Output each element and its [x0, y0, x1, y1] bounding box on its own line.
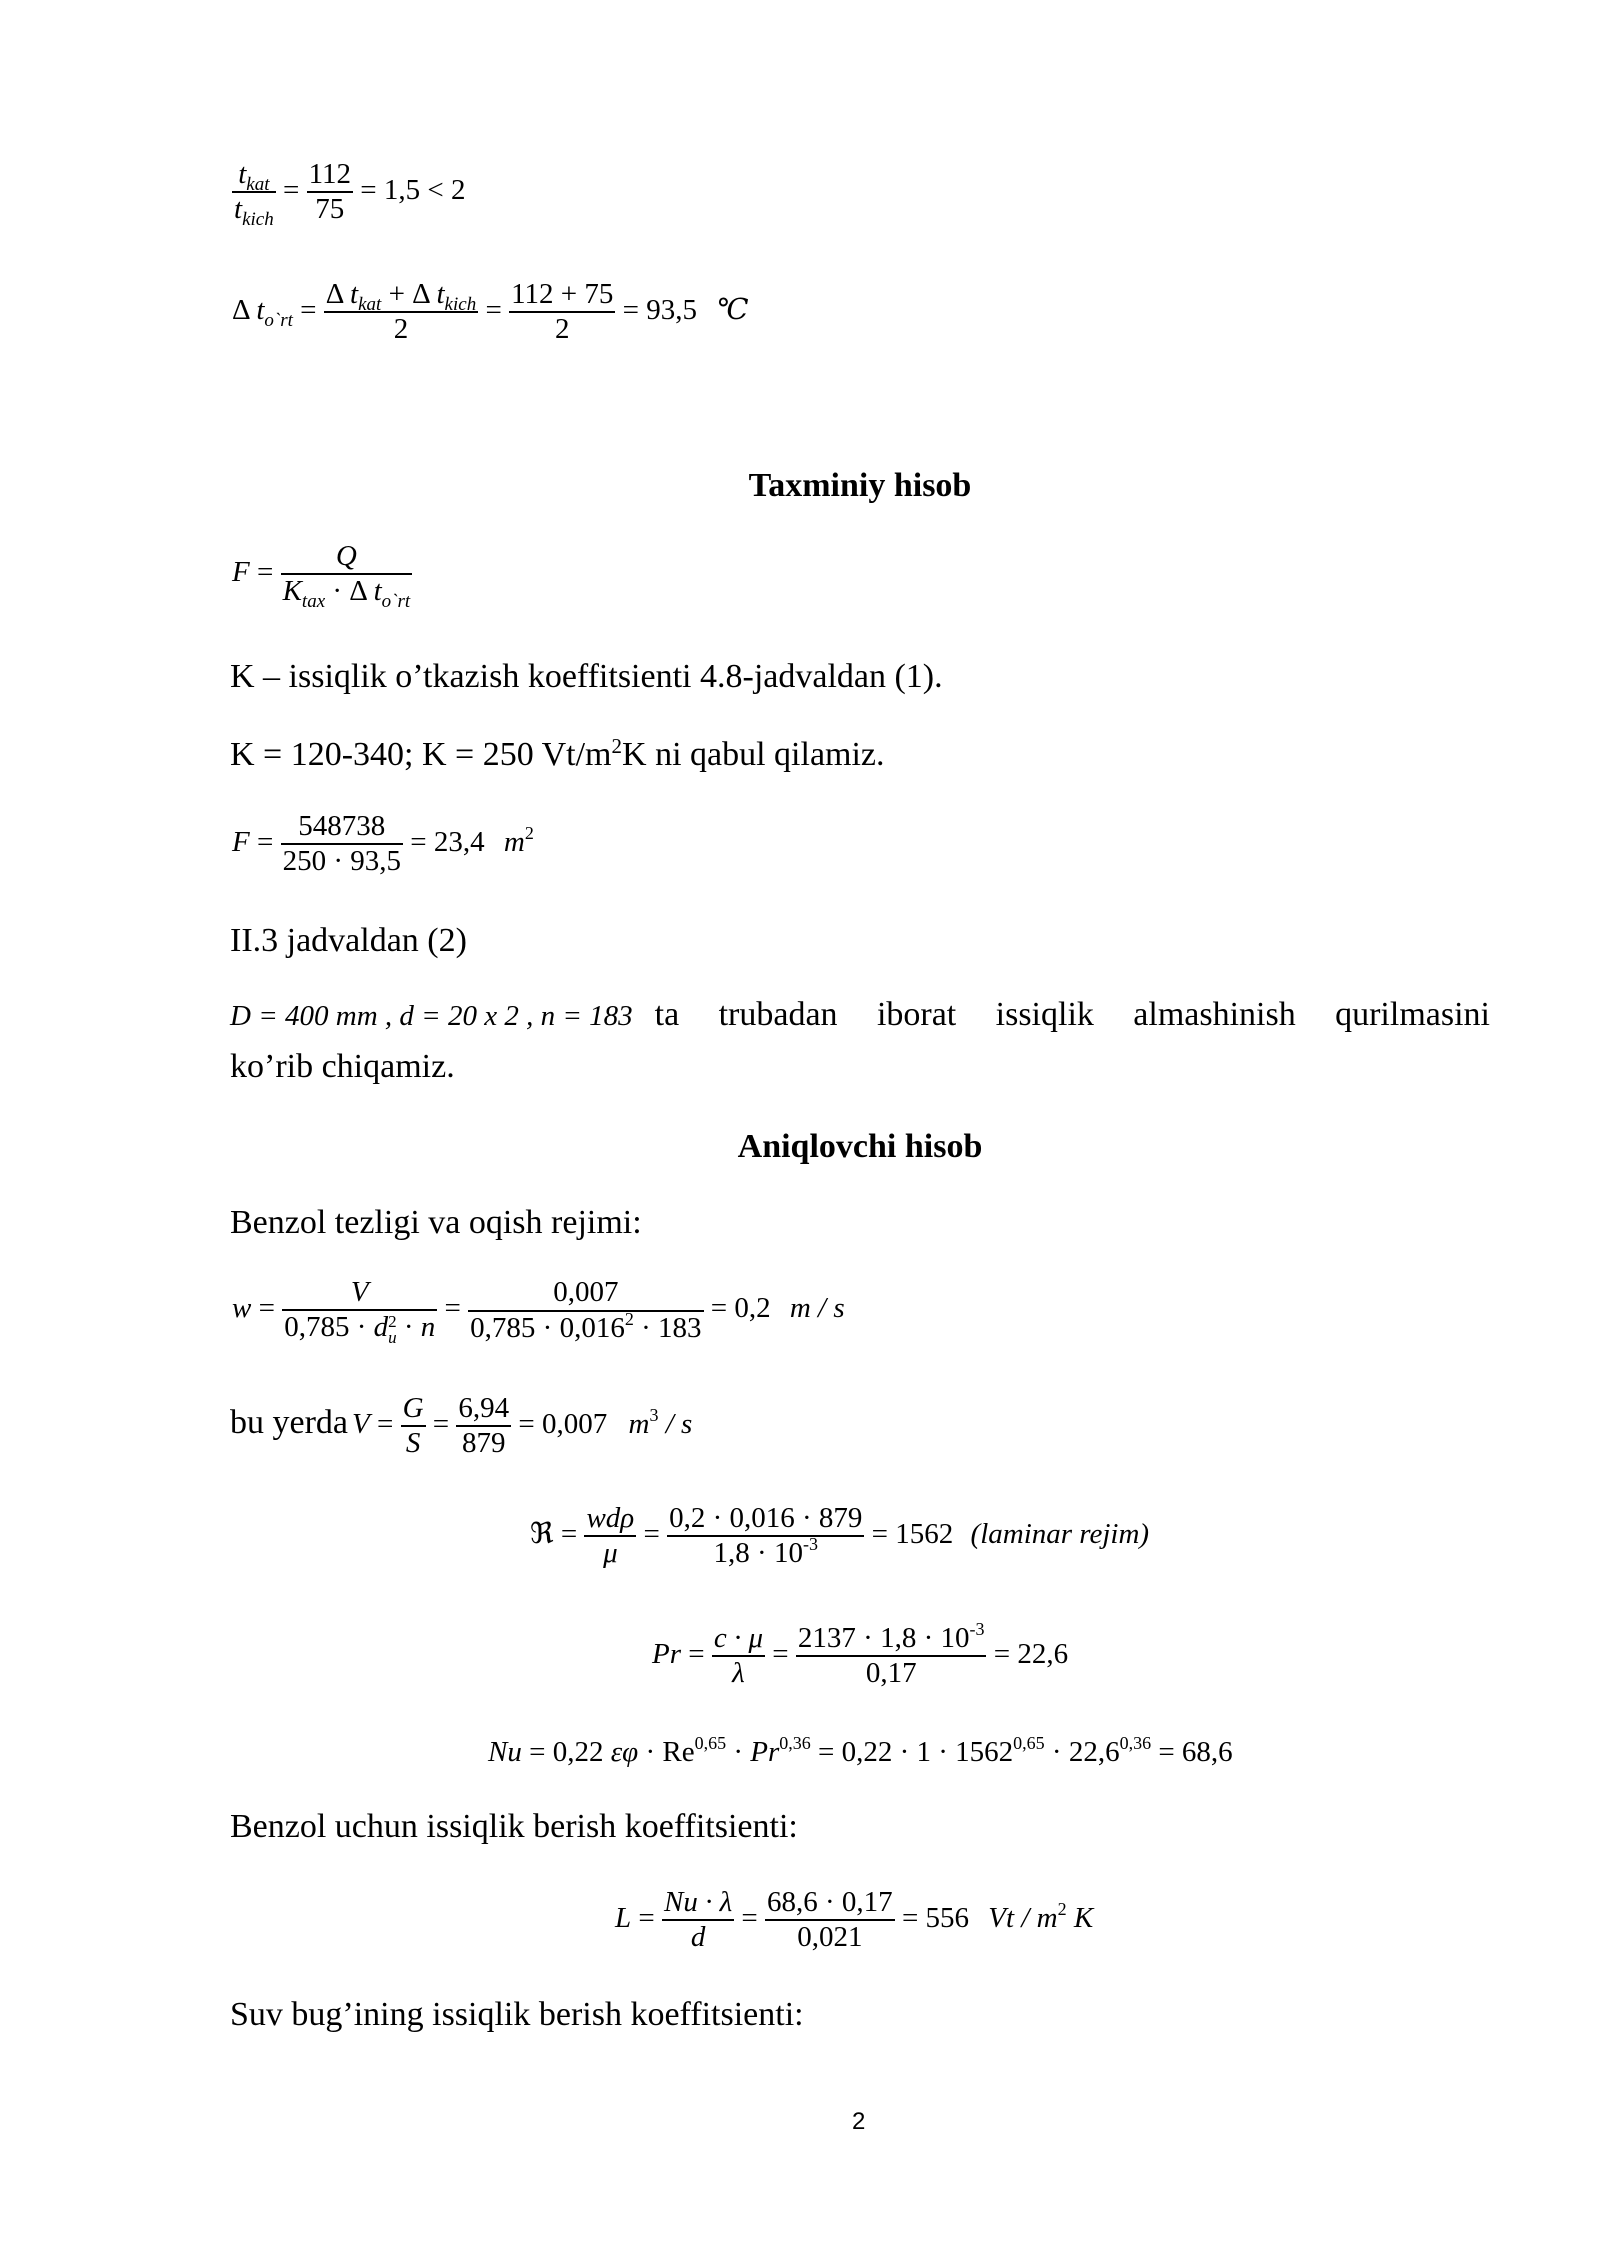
formula-heat-coefficient: L = $\frac{Nu \cdot \lambda}{d}$ = $\frac{68,6 \cdot 0,17}{0,021}$ = 556 Vt / $m^2$ K	[615, 1886, 1094, 1954]
ratio-rhs-fraction: $\frac{112}{75}$	[308, 158, 352, 226]
formula-ratio: $\frac{t_{kat}}{t_{kich}}$ = $\frac{112}{75}$ = 1,5 < 2	[234, 158, 466, 231]
paragraph-dimensions	[230, 998, 1490, 1032]
formula-nusselt: Nu = 0,22 $\varepsilon\varphi \cdot Re^{0,65} \cdot Pr^{0,36} = 0,22 \cdot 1 \cdot 1562^{0,65} \cdot 22,6^{0,36} = 68,6$	[488, 1733, 1233, 1768]
dims-text: ta trubadan iborat issiqlik almashinish qurilmasini	[654, 996, 1490, 1033]
formula-flow: bu yerda V = $\frac{G}{S}$ = $\frac{6,94}{879}$ = 0,007 $m^3$ / s	[230, 1392, 693, 1460]
paragraph-k-value: K = 120-340; K = 250 $Vt/m^2K$ ni qabul qilamiz.	[230, 734, 885, 773]
velocity-fraction-numeric: $\frac{0,007}{0,785 \cdot 0,016^2 \cdot 183}$	[470, 1276, 702, 1344]
paragraph-table-reference: II.3 jadvaldan (2)	[230, 922, 467, 959]
section-title-approx: Taxminiy hisob	[748, 467, 972, 504]
dt-result: = 93,5	[622, 294, 697, 326]
paragraph-k-description: K – issiqlik o’tkazish koeffitsienti 4.8-jadvaldan (1).	[230, 658, 943, 695]
formula-area-symbolic: F = $\frac{Q}{K_{tax} \cdot \Delta t_{o`rt}}$	[232, 540, 411, 613]
formula-dt-average: Δ $t_{o`rt}$ = $\frac{\Delta t_{kat} + \Delta t_{kich}}{2}$ = $\frac{112 + 75}{2}$ = 93,5 ℃	[232, 278, 749, 346]
ratio-lhs-fraction: $\frac{t_{kat}}{t_{kich}}$	[234, 158, 274, 231]
formula-area-value: F = $\frac{548738}{250 \cdot 93,5}$ = 23,4 $m^2$	[232, 810, 534, 878]
flow-fraction-symbolic: $\frac{G}{S}$	[402, 1392, 424, 1460]
section-title-precise: Aniqlovchi hisob	[737, 1128, 983, 1165]
area-value-fraction: $\frac{548738}{250 \cdot 93,5}$	[282, 810, 401, 878]
heat-coef-fraction-symbolic: $\frac{Nu \cdot \lambda}{d}$	[664, 1886, 733, 1954]
flow-fraction-numeric: $\frac{6,94}{879}$	[458, 1392, 510, 1460]
paragraph-steam-coefficient: Suv bug’ining issiqlik berish koeffitsienti:	[230, 1996, 804, 2033]
paragraph-benzol-speed: Benzol tezligi va oqish rejimi:	[230, 1204, 642, 1241]
dt-fraction-numeric: $\frac{112 + 75}{2}$	[511, 278, 614, 346]
ratio-result: = 1,5 < 2	[360, 174, 466, 206]
prandtl-fraction-symbolic: $\frac{c \cdot \mu}{\lambda}$	[713, 1622, 764, 1690]
paragraph-benzol-coefficient: Benzol uchun issiqlik berish koeffitsienti:	[230, 1808, 798, 1845]
prandtl-fraction-numeric: $\frac{2137 \cdot 1,8 \cdot 10^{-3}}{0,17}$	[797, 1619, 985, 1690]
paragraph-dimensions-continued: ko’rib chiqamiz.	[230, 1048, 455, 1085]
dims-values: D = 400 mm , d = 20 x 2 , n = 183	[230, 1000, 633, 1032]
velocity-fraction-symbolic: V 0,785 · d 2 u · n	[284, 1276, 436, 1347]
dt-unit: ℃	[716, 294, 749, 326]
heat-coef-fraction-numeric: $\frac{68,6 \cdot 0,17}{0,021}$	[767, 1886, 893, 1954]
dt-fraction-symbolic: $\frac{\Delta t_{kat} + \Delta t_{kich}}{2}$	[325, 278, 477, 346]
reynolds-fraction-numeric: $\frac{0,2 \cdot 0,016 \cdot 879}{1,8 \cdot 10^{-3}}$	[669, 1502, 863, 1570]
formula-reynolds: ℜ = $\frac{\text{wdρ}}{\mu}$ = $\frac{0,2 \cdot 0,016 \cdot 879}{1,8 \cdot 10^{-3}}$ = 1562 (laminar rejim)	[530, 1502, 1150, 1570]
reynolds-fraction-symbolic: $\frac{\text{wdρ}}{\mu}$	[586, 1502, 635, 1570]
page-number: 2	[852, 2108, 866, 2135]
reynolds-regime-note: (laminar rejim)	[970, 1518, 1150, 1550]
formula-velocity: w = V 0,785 · d 2 u · n = $\frac{0,007}{0,785 \cdot 0,016^2 \cdot 183}$ = 0,2 m / s	[232, 1276, 845, 1347]
formula-prandtl: Pr = $\frac{c \cdot \mu}{\lambda}$ = $\frac{2137 \cdot 1,8 \cdot 10^{-3}}{0,17}$ = 22,6	[652, 1619, 1069, 1690]
area-fraction: $\frac{Q}{K_{tax} \cdot \Delta t_{o`rt}}$	[282, 540, 411, 613]
